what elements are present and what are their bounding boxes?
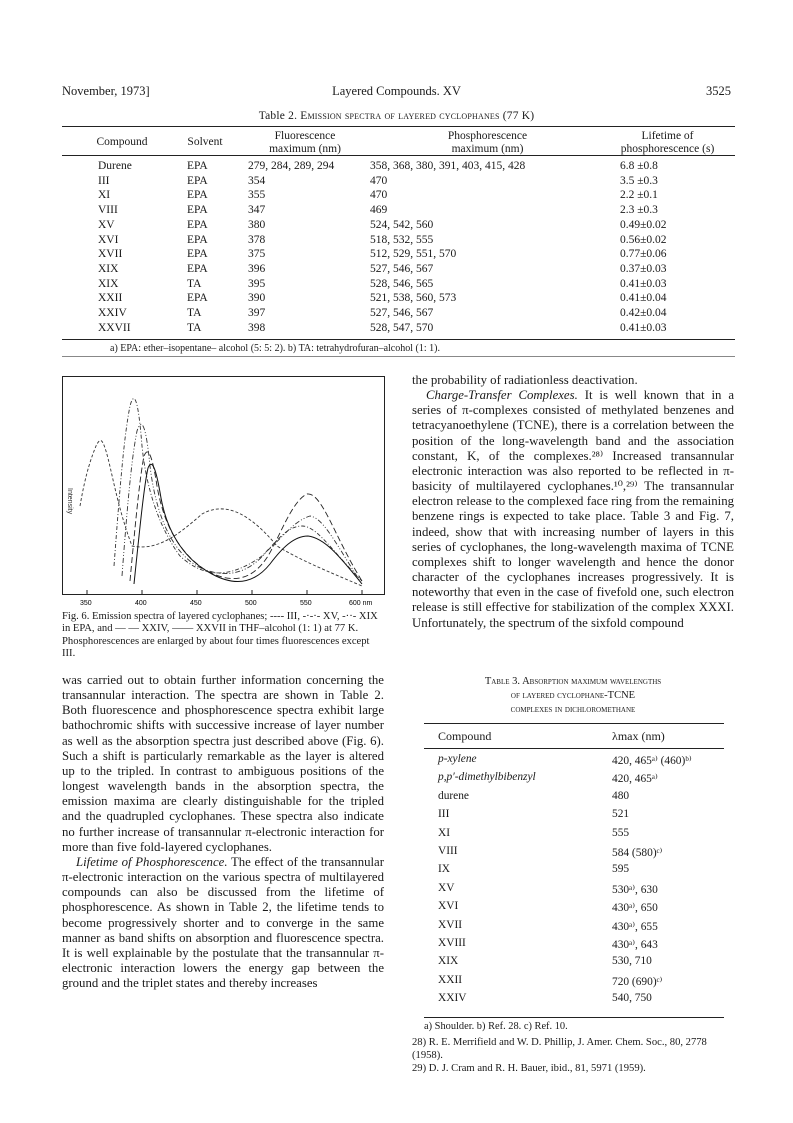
table2-cell-lifetime: 3.5 ±0.3 <box>620 174 658 187</box>
table3-cell-lambda: 420, 465ᵃ⁾ <box>612 773 658 786</box>
figure6-tick-500: 500 <box>245 600 257 607</box>
table3-row <box>424 882 724 896</box>
table2-cell-lifetime: 0.41±0.04 <box>620 292 667 305</box>
table2-bottom-rule <box>62 339 735 340</box>
table3-row <box>424 863 724 877</box>
table2-cell-phosphorescence: 524, 542, 560 <box>370 218 434 231</box>
table3-cell-compound: VIII <box>438 845 458 857</box>
table2-cell-solvent: EPA <box>187 233 208 246</box>
figure6-tick-400: 400 <box>135 600 147 607</box>
table3-cell-lambda: 595 <box>612 863 630 876</box>
table2-caption: Emission spectra of layered cyclophanes (77 K) <box>300 110 535 122</box>
table2-cell-solvent: EPA <box>187 218 208 231</box>
figure6-frame <box>63 377 385 595</box>
table2-cell-solvent: EPA <box>187 160 208 172</box>
table3-row <box>424 955 724 969</box>
table2-header-compound: Compound <box>96 136 148 148</box>
table2-cell-phosphorescence: 470 <box>370 189 388 202</box>
figure6-tick-450: 450 <box>190 600 202 607</box>
table3-cell-compound: durene <box>438 789 469 802</box>
table3-cell-lambda: 530, 710 <box>612 955 652 968</box>
table3-cell-lambda: 420, 465ᵃ⁾ (460)ᵇ⁾ <box>612 755 692 767</box>
reference-28: 28) R. E. Merrifield and W. D. Phillip, J. Amer. Chem. Soc., 80, 2778 (1958). <box>412 1037 707 1062</box>
left-paragraph-1: was carried out to obtain further information concerning the transannular interaction. The spectra are shown in Table 2. Both fluorescence and phosphorescence spectra exhibit large bathochromic shifts with successive increase of layer number as well as the absorption spectra just described above (Fig. 6). Such a shift is particularly remarkable as the layer is altered up to the tripled. In contrast to ambiguous positions of the longest wavelength bands in the absorption spectra, the emission maxima are clearly distinguishable for the tripled and the quadrupled cyclophanes. These spectra also indicate no further increase of transannular π-electronic interaction for more than five fold-layered cyclophanes. <box>62 673 384 854</box>
table3-cell-compound: XV <box>438 881 455 894</box>
table2-header-fluorescence: Fluorescence maximum (nm) <box>269 130 341 155</box>
table3-bottom-rule <box>424 1017 724 1018</box>
table3-cell-compound: XXII <box>438 973 463 986</box>
table3-title: Table 3. Absorption maximum wavelengths of layered cyclophane-TCNE complexes in dichloromethane <box>484 676 662 715</box>
table2-row <box>0 234 793 248</box>
table3-cell-compound: III <box>438 808 450 821</box>
table2-cell-compound: Durene <box>98 160 132 172</box>
page-number: 3525 <box>706 84 731 98</box>
table2-cell-compound: XXIV <box>98 307 127 319</box>
table3-cell-compound: XVIII <box>438 937 466 949</box>
table2-title <box>0 110 793 122</box>
table2-header-phosphorescence: Phosphorescence maximum (nm) <box>447 130 528 155</box>
table2-cell-fluorescence: 375 <box>248 248 266 261</box>
table2-row <box>0 278 793 292</box>
table2-header-solvent: Solvent <box>187 136 223 148</box>
table2-cell-lifetime: 2.3 ±0.3 <box>620 204 658 217</box>
table2-row <box>0 322 793 336</box>
right-paragraph-1: the probability of radiationless deactivation. <box>412 373 638 387</box>
table3-header-compound: Compound <box>438 729 492 743</box>
table2-row <box>0 307 793 321</box>
table2-cell-solvent: EPA <box>187 204 208 217</box>
table3-row <box>424 992 724 1006</box>
table2-cell-compound: XXVII <box>98 321 131 334</box>
figure6 <box>62 376 392 610</box>
section-divider <box>62 356 735 357</box>
table2-cell-compound: XVII <box>98 248 123 261</box>
table2-cell-fluorescence: 378 <box>248 233 266 246</box>
table2-cell-solvent: EPA <box>187 189 208 202</box>
table2-row <box>0 248 793 262</box>
table3-cell-compound: XVII <box>438 918 463 931</box>
table3-top-rule <box>424 723 724 724</box>
left-column <box>62 673 384 991</box>
ct-heading: Charge-Transfer Complexes. <box>426 388 578 403</box>
figure6-curve-xix <box>122 424 362 584</box>
table2-cell-solvent: TA <box>187 277 202 290</box>
table2-cell-compound: XVI <box>98 233 119 246</box>
table2-cell-fluorescence: 395 <box>248 277 266 290</box>
table3-header-lambda: λmax (nm) <box>612 729 665 743</box>
table3-cell-compound: p-xylene <box>438 753 477 765</box>
reference-29: 29) D. J. Cram and R. H. Bauer, ibid., 81, 5971 (1959). <box>412 1063 646 1075</box>
table2-cell-lifetime: 0.42±0.04 <box>620 307 667 319</box>
figure6-ylabel: Intensity <box>66 488 73 515</box>
table3-cell-lambda: 521 <box>612 808 630 821</box>
figure6-tick-350: 350 <box>80 600 92 607</box>
table2-cell-solvent: EPA <box>187 248 208 261</box>
table2-cell-phosphorescence: 518, 532, 555 <box>370 233 434 246</box>
table2-cell-phosphorescence: 528, 546, 565 <box>370 277 434 290</box>
table3-row <box>424 919 724 933</box>
right-paragraph-2 <box>412 388 734 631</box>
table2-cell-compound: XXII <box>98 292 123 305</box>
table2-cell-phosphorescence: 527, 546, 567 <box>370 307 434 319</box>
table2-row <box>0 292 793 306</box>
table2-cell-fluorescence: 390 <box>248 292 266 305</box>
table3-row <box>424 900 724 914</box>
table2-top-rule <box>62 126 735 127</box>
table2-cell-phosphorescence: 512, 529, 551, 570 <box>370 248 457 261</box>
table3-row <box>424 974 724 988</box>
table3-cell-lambda: 430ᵃ⁾, 650 <box>612 902 658 915</box>
table3-row <box>424 937 724 951</box>
table2-cell-fluorescence: 279, 284, 289, 294 <box>248 160 335 172</box>
figure6-curve-xxvii <box>134 464 362 584</box>
table2-cell-compound: VIII <box>98 204 118 217</box>
table2-row <box>0 175 793 189</box>
figure6-tick-600: 600 nm <box>349 600 373 607</box>
left-paragraph-2 <box>62 855 384 991</box>
references <box>412 1036 734 1076</box>
table3-cell-lambda: 720 (690)ᶜ⁾ <box>612 975 663 988</box>
table3-row <box>424 790 724 804</box>
table2-cell-lifetime: 6.8 ±0.8 <box>620 160 658 172</box>
table2-cell-compound: XIX <box>98 277 119 290</box>
table2-cell-phosphorescence: 469 <box>370 204 388 217</box>
table2-cell-phosphorescence: 527, 546, 567 <box>370 262 434 275</box>
table3-cell-lambda: 430ᵃ⁾, 655 <box>612 920 658 933</box>
table3-cell-compound: XI <box>438 826 451 839</box>
table2-cell-solvent: EPA <box>187 174 208 187</box>
table2-cell-lifetime: 0.37±0.03 <box>620 262 667 275</box>
table2-cell-fluorescence: 354 <box>248 174 266 187</box>
table2-label: Table 2. <box>258 110 298 122</box>
figure6-curve-xxiv <box>130 452 362 581</box>
table2-cell-lifetime: 0.41±0.03 <box>620 321 667 334</box>
table2-cell-compound: XI <box>98 189 111 202</box>
table2-cell-phosphorescence: 521, 538, 560, 573 <box>370 292 457 305</box>
table2-cell-solvent: EPA <box>187 262 208 275</box>
table2-cell-phosphorescence: 358, 368, 380, 391, 403, 415, 428 <box>370 160 526 172</box>
table3-cell-compound: XVI <box>438 900 459 913</box>
table3-cell-lambda: 430ᵃ⁾, 643 <box>612 939 658 951</box>
ct-text: It is well known that in a series of π-complexes consisted of methylated benzenes and tetracyanoethylene (TCNE), there is a correlation between the position of the long-wavelength band and the association constant, K, of the complexes.²⁸⁾ Increased transannular electronic interaction was also reported to be reflected in π-basicity of multilayered cyclophanes.¹⁰,²⁹⁾ The transannular electron release to the complexed face ring from the remaining benzene rings is expected to take place. Table 3 and Fig. 7, indeed, show that with increasing number of layers in this series of cyclophanes, the long-wavelength maxima of TCNE complexes shift to longer wavelength and hence the donor character of the cyclophanes increases progressively. It is noteworthy that even in the case of fivefold one, such electron release is still effective for stabilization of the complex XXXI. Unfortunately, the spectrum of the sixfold compound <box>412 388 735 630</box>
table2-row <box>0 204 793 218</box>
running-header-title: Layered Compounds. XV <box>332 84 461 98</box>
table2-cell-solvent: TA <box>187 321 202 334</box>
table2-cell-phosphorescence: 470 <box>370 174 388 187</box>
table2-cell-lifetime: 0.49±0.02 <box>620 218 667 231</box>
table2-cell-lifetime: 0.56±0.02 <box>620 233 667 246</box>
table2-header-rule <box>62 155 735 156</box>
lifetime-text: The effect of the transannular π-electronic interaction on the various spectra of multilayered compounds can also be discussed from the lifetime of phosphorescence. As shown in Table 2, the lifetime tends to become progressively shorter and to converge in the same manner as band shifts on absorption and fluorescence spectra. It is well explainable by the postulate that the transannular π-electronic interaction lowers the energy gap between the ground and the triplet states and thereby increases <box>62 854 384 991</box>
table2-cell-lifetime: 0.77±0.06 <box>620 248 667 261</box>
table2-row <box>0 263 793 277</box>
table3-cell-compound: XIX <box>438 955 459 968</box>
table2-cell-phosphorescence: 528, 547, 570 <box>370 321 434 334</box>
table2-cell-fluorescence: 396 <box>248 262 266 275</box>
table3-cell-lambda: 555 <box>612 826 630 839</box>
table2-cell-compound: XV <box>98 218 115 231</box>
table2-cell-solvent: EPA <box>187 292 208 305</box>
figure6-tick-550: 550 <box>300 600 312 607</box>
table2-cell-fluorescence: 398 <box>248 321 266 334</box>
table2-cell-solvent: TA <box>187 307 202 319</box>
table2-cell-fluorescence: 347 <box>248 204 266 217</box>
running-header-date: November, 1973] <box>62 84 150 98</box>
figure6-curve-xv <box>114 399 362 581</box>
figure6-curve-iii <box>80 441 362 586</box>
lifetime-heading: Lifetime of Phosphorescence. <box>76 854 228 869</box>
table3-cell-compound: IX <box>438 863 451 876</box>
table3-cell-lambda: 530ᵃ⁾, 630 <box>612 883 658 896</box>
table2-row <box>0 160 793 174</box>
table2-cell-lifetime: 2.2 ±0.1 <box>620 189 658 202</box>
table2-cell-fluorescence: 355 <box>248 189 266 202</box>
table2-cell-lifetime: 0.41±0.03 <box>620 277 667 290</box>
table3-header-rule <box>424 748 724 749</box>
table2-header-lifetime: Lifetime of phosphorescence (s) <box>620 130 715 155</box>
table3-row <box>424 808 724 822</box>
table3-cell-lambda: 540, 750 <box>612 992 652 1005</box>
table3-row <box>424 845 724 859</box>
table2-row <box>0 219 793 233</box>
table2-row <box>0 189 793 203</box>
table3-row <box>424 753 724 767</box>
table3-cell-compound: p,p′-dimethylbibenzyl <box>438 771 536 784</box>
table3-cell-lambda: 480 <box>612 789 630 802</box>
table2-cell-fluorescence: 380 <box>248 218 266 231</box>
table2-cell-fluorescence: 397 <box>248 307 266 319</box>
right-column <box>412 373 734 631</box>
table3-cell-compound: XXIV <box>438 992 467 1005</box>
table3-row <box>424 771 724 785</box>
table2-cell-compound: XIX <box>98 262 119 275</box>
table3-footnote: a) Shoulder. b) Ref. 28. c) Ref. 10. <box>424 1021 568 1032</box>
figure6-caption: Fig. 6. Emission spectra of layered cyclophanes; ---- III, -·-·- XV, -··- XIX in EPA, and — — XXIV, —— XXVII in THF–alcohol (1: 1) at 77 K. Phosphorescences are enlarged by about four times fluorescences except III. <box>62 611 378 660</box>
table3-row <box>424 827 724 841</box>
table3-cell-lambda: 584 (580)ᶜ⁾ <box>612 847 663 859</box>
table2-cell-compound: III <box>98 174 110 187</box>
table2-footnote: a) EPA: ether–isopentane– alcohol (5: 5: 2). b) TA: tetrahydrofuran–alcohol (1: 1). <box>110 343 440 354</box>
